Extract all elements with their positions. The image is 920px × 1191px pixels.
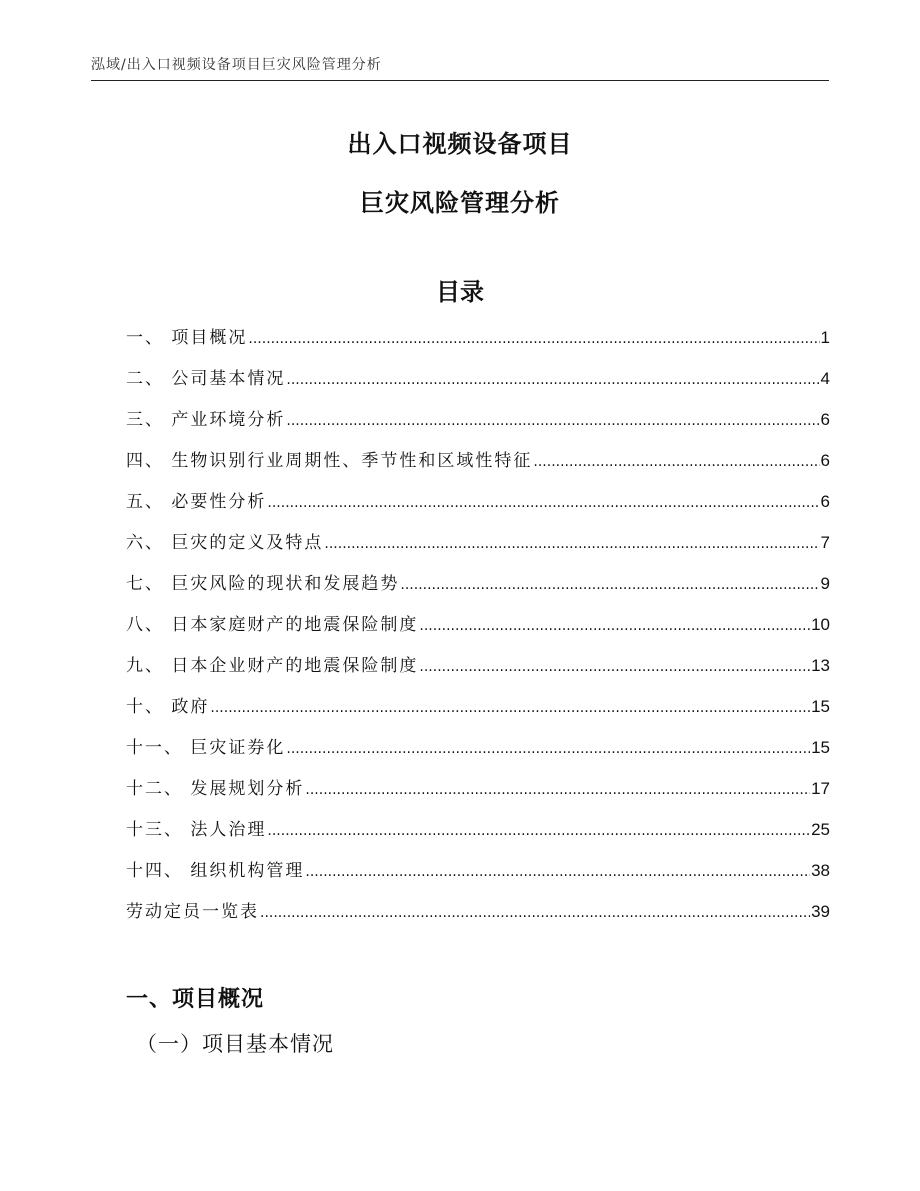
toc-entry[interactable] [126, 692, 830, 733]
toc-entry[interactable] [126, 774, 830, 815]
toc-entry-page: 13 [811, 656, 830, 675]
toc-entry-page: 1 [820, 328, 830, 347]
header-divider [91, 80, 829, 81]
toc-entry-label: 十三、 法人治理 [126, 820, 267, 840]
toc-entry-page: 6 [820, 492, 830, 511]
toc-entry-page: 7 [820, 533, 830, 552]
toc-entry[interactable] [126, 446, 830, 487]
toc-entry-label: 六、 巨灾的定义及特点 [126, 533, 324, 553]
table-of-contents [126, 323, 830, 938]
toc-dot-leader [419, 659, 810, 675]
document-title-line1: 出入口视频设备项目 [347, 130, 573, 158]
toc-entry-label: 劳动定员一览表 [126, 902, 259, 922]
toc-entry-page: 6 [820, 451, 830, 470]
toc-dot-leader [286, 413, 819, 429]
toc-dot-leader [324, 536, 819, 552]
toc-entry[interactable] [126, 364, 830, 405]
toc-dot-leader [286, 741, 810, 757]
toc-dot-leader [419, 618, 810, 634]
toc-entry-page: 38 [811, 861, 830, 880]
toc-dot-leader [533, 454, 819, 470]
toc-entry[interactable] [126, 569, 830, 610]
toc-dot-leader [267, 823, 810, 839]
toc-heading: 目录 [436, 278, 484, 306]
toc-entry-label: 一、 项目概况 [126, 328, 248, 348]
toc-entry[interactable] [126, 856, 830, 897]
toc-dot-leader [248, 331, 819, 347]
toc-entry-label: 九、 日本企业财产的地震保险制度 [126, 656, 419, 676]
toc-entry-label: 二、 公司基本情况 [126, 369, 286, 389]
toc-entry[interactable] [126, 733, 830, 774]
toc-entry[interactable] [126, 405, 830, 446]
toc-dot-leader [305, 864, 810, 880]
toc-entry-label: 七、 巨灾风险的现状和发展趋势 [126, 574, 400, 594]
toc-dot-leader [267, 495, 819, 511]
subsection-heading: （一）项目基本情况 [136, 1032, 334, 1056]
toc-entry[interactable] [126, 897, 830, 938]
toc-entry-page: 25 [811, 820, 830, 839]
toc-entry-label: 十一、 巨灾证券化 [126, 738, 286, 758]
toc-dot-leader [260, 905, 810, 921]
toc-entry-label: 三、 产业环境分析 [126, 410, 286, 430]
toc-dot-leader [305, 782, 810, 798]
toc-entry[interactable] [126, 528, 830, 569]
toc-entry-label: 十二、 发展规划分析 [126, 779, 305, 799]
section-heading: 一、项目概况 [126, 987, 265, 1012]
toc-entry-label: 八、 日本家庭财产的地震保险制度 [126, 615, 419, 635]
toc-entry[interactable] [126, 487, 830, 528]
toc-entry-page: 9 [820, 574, 830, 593]
toc-entry-label: 五、 必要性分析 [126, 492, 267, 512]
toc-entry-label: 四、 生物识别行业周期性、季节性和区域性特征 [126, 451, 533, 471]
toc-entry-page: 6 [820, 410, 830, 429]
toc-entry[interactable] [126, 323, 830, 364]
toc-dot-leader [210, 700, 810, 716]
running-header: 泓域/出入口视频设备项目巨灾风险管理分析 [91, 57, 382, 73]
toc-entry-label: 十、 政府 [126, 697, 210, 717]
toc-entry-page: 39 [811, 902, 830, 921]
document-title-line2: 巨灾风险管理分析 [360, 189, 560, 217]
toc-entry-label: 十四、 组织机构管理 [126, 861, 305, 881]
toc-entry[interactable] [126, 610, 830, 651]
toc-dot-leader [286, 372, 819, 388]
toc-entry-page: 15 [811, 697, 830, 716]
toc-entry-page: 4 [820, 369, 830, 388]
toc-entry-page: 17 [811, 779, 830, 798]
toc-entry[interactable] [126, 815, 830, 856]
toc-dot-leader [400, 577, 819, 593]
toc-entry-page: 15 [811, 738, 830, 757]
toc-entry-page: 10 [811, 615, 830, 634]
toc-entry[interactable] [126, 651, 830, 692]
